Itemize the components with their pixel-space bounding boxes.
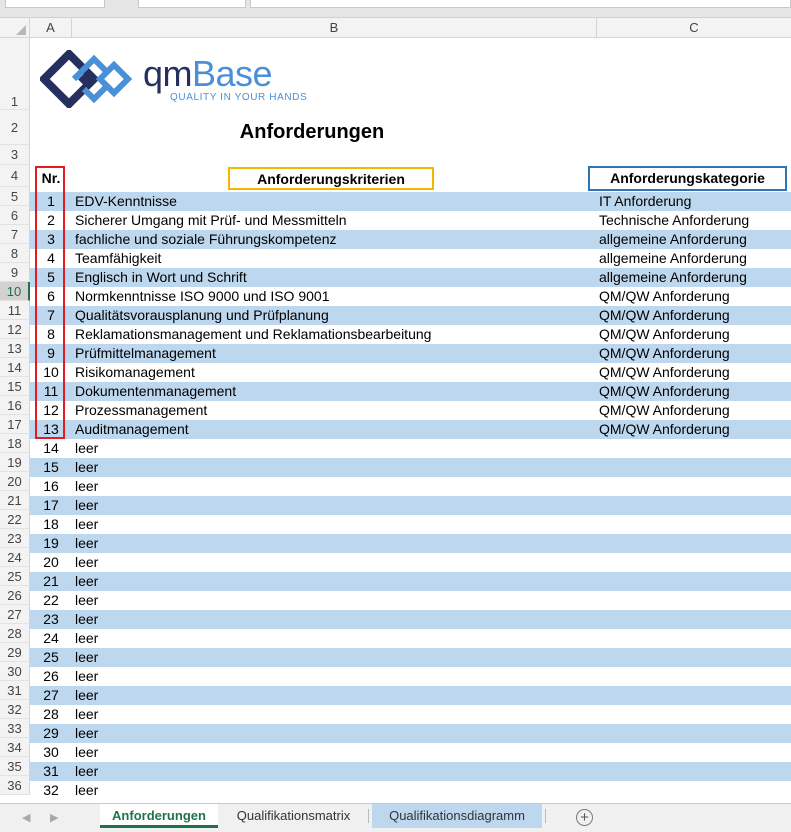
criteria-cell[interactable]: leer [75,535,99,551]
sheet-tab-qualifikationsdiagramm[interactable]: Qualifikationsdiagramm [372,804,542,828]
criteria-cell[interactable]: Prozessmanagement [75,402,208,418]
row-header-35[interactable]: 35 [0,757,30,776]
table-row[interactable] [30,572,791,591]
row-nr-cell[interactable]: 17 [43,497,59,513]
row-header-28[interactable]: 28 [0,624,30,643]
table-row[interactable] [30,781,791,800]
criteria-cell[interactable]: Prüfmittelmanagement [75,345,216,361]
criteria-cell[interactable]: leer [75,782,99,798]
table-row[interactable] [30,420,791,439]
row-header-17[interactable]: 17 [0,415,30,434]
row-header-16[interactable]: 16 [0,396,30,415]
category-cell[interactable]: QM/QW Anforderung [599,364,730,380]
row-nr-cell[interactable]: 10 [43,364,59,380]
table-row[interactable] [30,192,791,211]
criteria-cell[interactable]: Englisch in Wort und Schrift [75,269,247,285]
row-header-10[interactable]: 10 [0,282,30,301]
category-cell[interactable]: QM/QW Anforderung [599,421,730,437]
row-header-25[interactable]: 25 [0,567,30,586]
row-header-21[interactable]: 21 [0,491,30,510]
row-header-2[interactable]: 2 [0,110,30,145]
row-header-7[interactable]: 7 [0,225,30,244]
column-header-a[interactable]: A [30,18,72,38]
row-nr-cell[interactable]: 3 [47,231,55,247]
criteria-cell[interactable]: fachliche und soziale Führungskompetenz [75,231,337,247]
criteria-cell[interactable]: leer [75,611,99,627]
logo-wordmark: qmBase [143,53,273,94]
row-header-3[interactable]: 3 [0,145,30,165]
row-nr-cell[interactable]: 7 [47,307,55,323]
criteria-cell[interactable]: leer [75,725,99,741]
criteria-cell[interactable]: leer [75,516,99,532]
criteria-cell[interactable]: Sicherer Umgang mit Prüf- und Messmitteln [75,212,347,228]
criteria-cell[interactable]: Risikomanagement [75,364,195,380]
table-row[interactable] [30,629,791,648]
tab-separator [545,809,546,823]
row-nr-cell[interactable]: 2 [47,212,55,228]
row-header-30[interactable]: 30 [0,662,30,681]
table-row[interactable] [30,743,791,762]
category-cell[interactable]: QM/QW Anforderung [599,345,730,361]
criteria-cell[interactable]: leer [75,478,99,494]
category-cell[interactable]: Technische Anforderung [599,212,750,228]
table-row[interactable] [30,496,791,515]
criteria-cell[interactable]: leer [75,459,99,475]
row-header-18[interactable]: 18 [0,434,30,453]
table-row[interactable] [30,686,791,705]
logo-tagline: QUALITY IN YOUR HANDS [170,92,308,103]
table-row[interactable] [30,401,791,420]
row-header-34[interactable]: 34 [0,738,30,757]
row-nr-cell[interactable]: 30 [43,744,59,760]
row-nr-cell[interactable]: 9 [47,345,55,361]
table-row[interactable] [30,515,791,534]
table-row[interactable] [30,306,791,325]
category-cell[interactable]: allgemeine Anforderung [599,250,747,266]
add-sheet-icon[interactable]: + [576,809,593,826]
criteria-cell[interactable]: Qualitätsvorausplanung und Prüfplanung [75,307,329,323]
sheet-tab-bar [0,803,791,832]
table-row[interactable] [30,230,791,249]
criteria-cell[interactable]: leer [75,573,99,589]
row-header-22[interactable]: 22 [0,510,30,529]
nr-column-highlight-frame [35,166,65,439]
criteria-cell[interactable]: Reklamationsmanagement und Reklamationsbearbeitung [75,326,432,342]
table-row[interactable] [30,724,791,743]
row-nr-cell[interactable]: 21 [43,573,59,589]
criteria-cell[interactable]: leer [75,649,99,665]
table-row[interactable] [30,610,791,629]
row-nr-cell[interactable]: 16 [43,478,59,494]
criteria-cell[interactable]: Teamfähigkeit [75,250,162,266]
table-row[interactable] [30,382,791,401]
category-cell[interactable]: QM/QW Anforderung [599,307,730,323]
row-header-14[interactable]: 14 [0,358,30,377]
row-nr-cell[interactable]: 20 [43,554,59,570]
qmbase-logo-icon [40,50,135,108]
criteria-cell[interactable]: EDV-Kenntnisse [75,193,177,209]
criteria-cell[interactable]: Dokumentenmanagement [75,383,237,399]
row-header-6[interactable]: 6 [0,206,30,225]
row-header-5[interactable]: 5 [0,187,30,206]
row-header-13[interactable]: 13 [0,339,30,358]
row-header-20[interactable]: 20 [0,472,30,491]
header-category[interactable]: Anforderungskategorie [588,166,787,191]
criteria-cell[interactable]: leer [75,440,99,456]
row-header-1[interactable]: 1 [0,38,30,110]
row-nr-cell[interactable]: 26 [43,668,59,684]
sheet-tab-anforderungen[interactable]: Anforderungen [100,804,218,828]
row-nr-cell[interactable]: 5 [47,269,55,285]
row-header-24[interactable]: 24 [0,548,30,567]
row-nr-cell[interactable]: 15 [43,459,59,475]
table-row[interactable] [30,211,791,230]
criteria-cell[interactable]: leer [75,706,99,722]
table-row[interactable] [30,268,791,287]
row-nr-cell[interactable]: 12 [43,402,59,418]
row-header-11[interactable]: 11 [0,301,30,320]
row-header-9[interactable]: 9 [0,263,30,282]
row-nr-cell[interactable]: 13 [43,421,59,437]
criteria-cell[interactable]: leer [75,497,99,513]
row-header-12[interactable]: 12 [0,320,30,339]
header-nr[interactable]: Nr. [41,170,61,186]
category-cell[interactable]: allgemeine Anforderung [599,231,747,247]
row-header-27[interactable]: 27 [0,605,30,624]
category-cell[interactable]: IT Anforderung [599,193,692,209]
table-row[interactable] [30,534,791,553]
row-nr-cell[interactable]: 23 [43,611,59,627]
row-nr-cell[interactable]: 27 [43,687,59,703]
row-nr-cell[interactable]: 22 [43,592,59,608]
row-nr-cell[interactable]: 19 [43,535,59,551]
criteria-cell[interactable]: leer [75,668,99,684]
table-row[interactable] [30,363,791,382]
criteria-cell[interactable]: leer [75,630,99,646]
table-row[interactable] [30,287,791,306]
name-box[interactable] [5,0,105,8]
criteria-cell[interactable]: leer [75,554,99,570]
function-box[interactable] [138,0,246,8]
qmbase-logo [40,50,320,108]
table-row[interactable] [30,648,791,667]
table-row[interactable] [30,667,791,686]
column-header-c[interactable]: C [689,20,699,35]
table-row[interactable] [30,344,791,363]
row-header-15[interactable]: 15 [0,377,30,396]
row-header-29[interactable]: 29 [0,643,30,662]
table-row[interactable] [30,477,791,496]
category-cell[interactable]: QM/QW Anforderung [599,383,730,399]
table-row[interactable] [30,591,791,610]
table-row[interactable] [30,439,791,458]
category-cell[interactable]: QM/QW Anforderung [599,326,730,342]
table-row[interactable] [30,458,791,477]
table-row[interactable] [30,705,791,724]
select-all-corner[interactable] [0,18,30,38]
column-header-b[interactable]: B [72,18,597,38]
criteria-cell[interactable]: leer [75,687,99,703]
category-cell[interactable]: QM/QW Anforderung [599,402,730,418]
table-row[interactable] [30,249,791,268]
scroll-left-icon[interactable]: ◀ [22,812,31,824]
row-nr-cell[interactable]: 28 [43,706,59,722]
row-nr-cell[interactable]: 31 [43,763,59,779]
row-header-4[interactable]: 4 [0,165,30,187]
row-header-19[interactable]: 19 [0,453,30,472]
row-nr-cell[interactable]: 14 [43,440,59,456]
row-nr-cell[interactable]: 4 [47,250,55,266]
scroll-right-icon[interactable]: ▶ [50,812,59,824]
row-nr-cell[interactable]: 11 [43,383,59,399]
criteria-cell[interactable]: leer [75,744,99,760]
criteria-cell[interactable]: leer [75,592,99,608]
table-row[interactable] [30,762,791,781]
formula-bar-area [0,0,791,18]
sheet-tab-qualifikationsmatrix[interactable]: Qualifikationsmatrix [236,808,351,823]
row-nr-cell[interactable]: 8 [47,326,55,342]
row-nr-cell[interactable]: 18 [43,516,59,532]
row-nr-cell[interactable]: 25 [43,649,59,665]
header-criteria[interactable]: Anforderungskriterien [228,167,434,190]
table-row[interactable] [30,325,791,344]
row-nr-cell[interactable]: 6 [47,288,55,304]
criteria-cell[interactable]: Auditmanagement [75,421,189,437]
row-nr-cell[interactable]: 32 [43,782,59,798]
row-header-8[interactable]: 8 [0,244,30,263]
category-cell[interactable]: QM/QW Anforderung [599,288,730,304]
page-title: Anforderungen [239,121,385,143]
row-header-23[interactable]: 23 [0,529,30,548]
table-row[interactable] [30,553,791,572]
row-header-26[interactable]: 26 [0,586,30,605]
criteria-cell[interactable]: leer [75,763,99,779]
formula-input[interactable] [250,0,791,8]
column-header-bar [0,18,791,38]
row-header-33[interactable]: 33 [0,719,30,738]
criteria-cell[interactable]: Normkenntnisse ISO 9000 und ISO 9001 [75,288,330,304]
category-cell[interactable]: allgemeine Anforderung [599,269,747,285]
row-nr-cell[interactable]: 29 [43,725,59,741]
row-nr-cell[interactable]: 1 [47,193,55,209]
row-header-36[interactable]: 36 [0,776,30,795]
row-nr-cell[interactable]: 24 [43,630,59,646]
tab-separator [368,809,369,823]
row-header-32[interactable]: 32 [0,700,30,719]
row-header-31[interactable]: 31 [0,681,30,700]
